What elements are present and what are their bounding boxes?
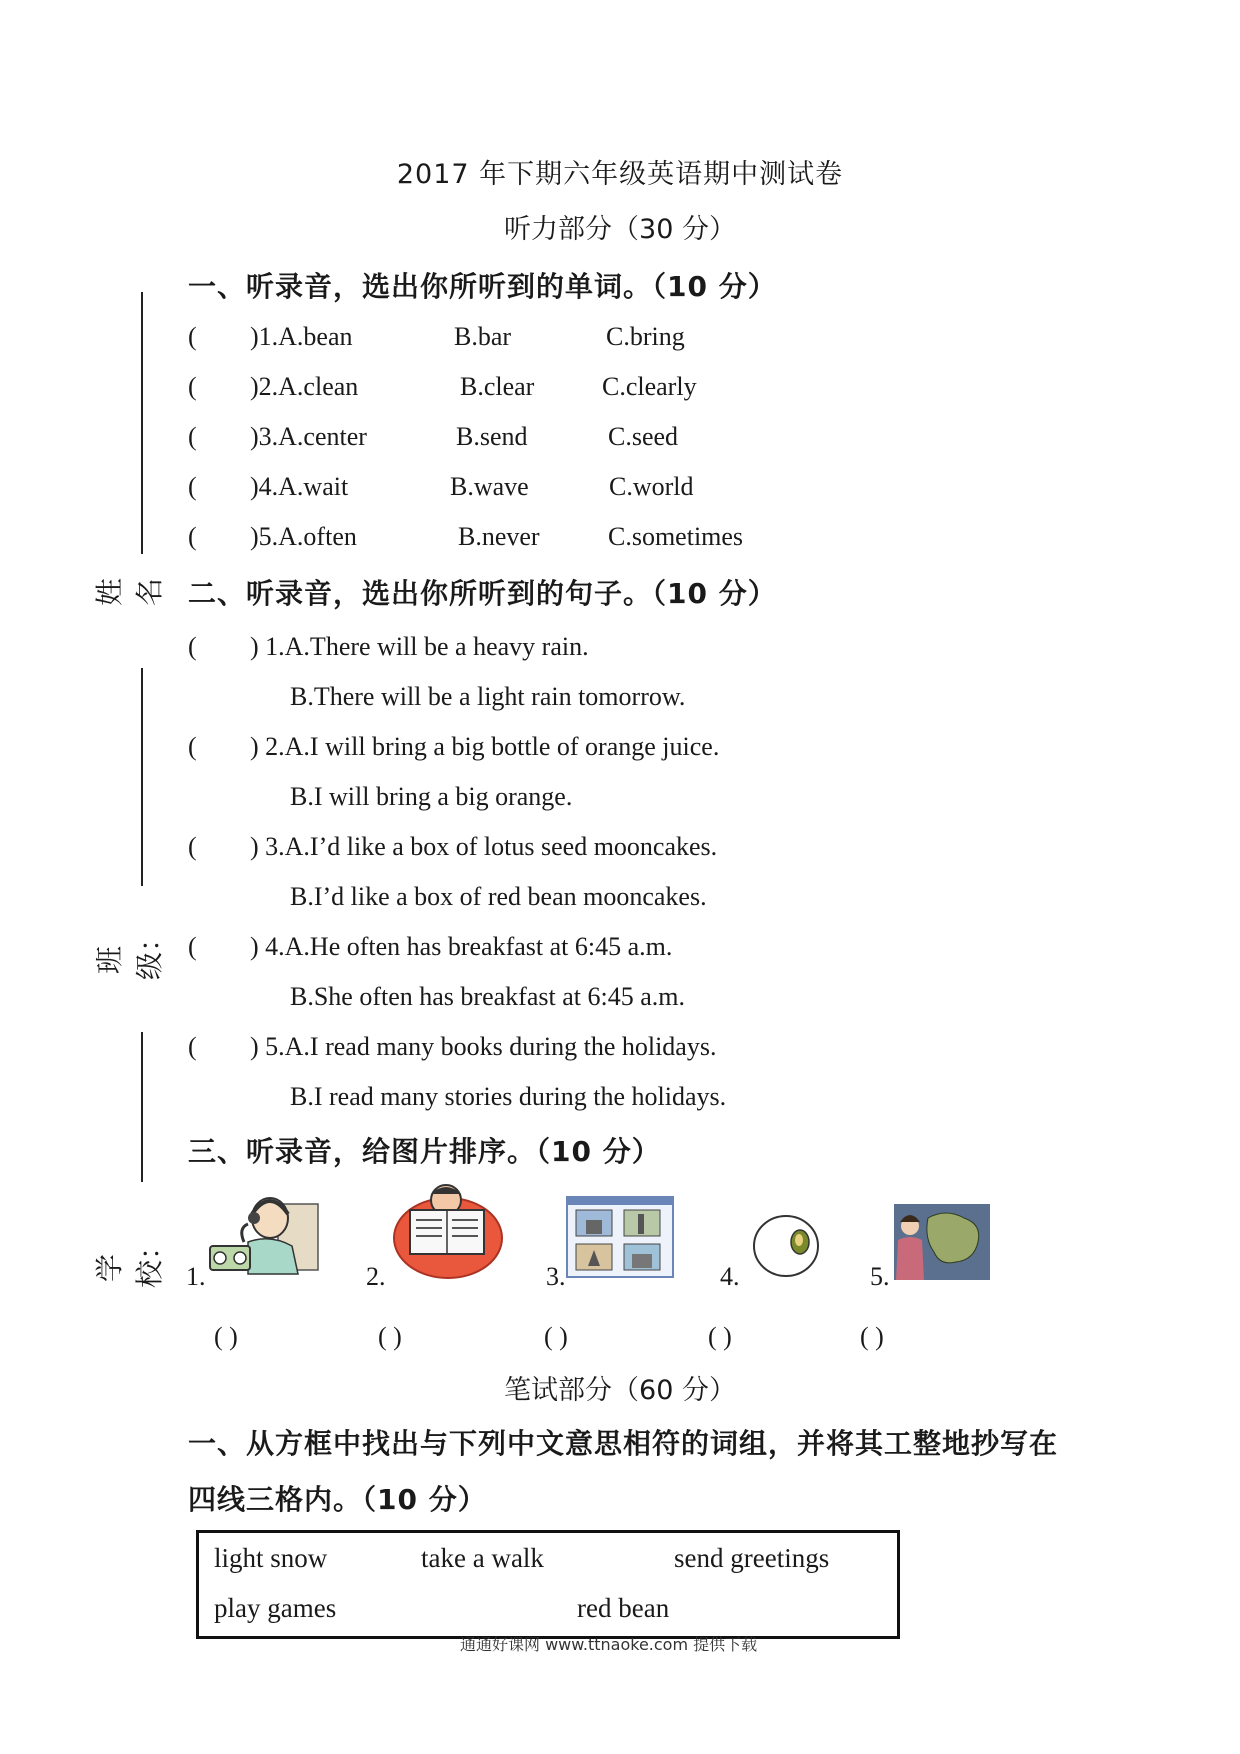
box-word: send greetings — [674, 1543, 830, 1573]
picture-number: 5. — [870, 1262, 890, 1291]
order-answer-paren[interactable]: ( ) — [708, 1322, 732, 1351]
word-item — [188, 322, 1088, 356]
name-label: 姓名 — [93, 578, 166, 607]
box-word: light snow — [214, 1543, 328, 1573]
presenter-map-icon — [894, 1204, 990, 1280]
class-label: 班级： — [93, 923, 166, 980]
picture-number: 3. — [546, 1262, 566, 1291]
answer-paren: ( — [188, 522, 197, 551]
option-c: C.bring — [606, 322, 685, 351]
answer-paren: ( — [188, 832, 197, 861]
option-b: B.bar — [454, 322, 512, 351]
word-box — [196, 1530, 900, 1639]
sentence-a: ) 1.A.There will be a heavy rain. — [250, 632, 589, 661]
name-write-line — [141, 292, 143, 554]
option-b: B.send — [456, 422, 528, 451]
box-word: take a walk — [421, 1543, 544, 1573]
option-a: )3.A.center — [250, 422, 367, 451]
sentence-a: ) 2.A.I will bring a big bottle of orange juice. — [250, 732, 720, 761]
man-reading-newspaper-icon — [386, 1180, 504, 1280]
order-answer-paren[interactable]: ( ) — [378, 1322, 402, 1351]
sentence-a: ) 3.A.I’d like a box of lotus seed mooncakes. — [250, 832, 718, 861]
sentence-b: B.I will bring a big orange. — [290, 782, 573, 811]
sentence-item-b — [188, 682, 1088, 716]
sentence-b: B.I read many stories during the holidays. — [290, 1082, 727, 1111]
option-c: C.seed — [608, 422, 679, 451]
sentence-item — [188, 732, 1088, 766]
lotus-seed-mooncake-icon — [750, 1212, 826, 1280]
school-write-line — [141, 1032, 143, 1182]
answer-paren: ( — [188, 1032, 197, 1061]
option-c: C.clearly — [602, 372, 697, 401]
option-a: )5.A.often — [250, 522, 357, 551]
boy-listening-headphones-icon — [208, 1184, 324, 1278]
picture-number: 4. — [720, 1262, 740, 1291]
section3-heading: 三、听录音，给图片排序。（10 分） — [188, 1135, 661, 1168]
order-answer-paren[interactable]: ( ) — [214, 1322, 238, 1351]
option-c: C.world — [609, 472, 694, 501]
class-write-line — [141, 668, 143, 886]
writing-part-title: 笔试部分（60 分） — [504, 1375, 736, 1406]
answer-paren: ( — [188, 632, 197, 661]
sentence-item — [188, 1032, 1088, 1066]
countries-landmarks-icon — [566, 1196, 674, 1278]
listening-part-title: 听力部分（30 分） — [504, 214, 736, 245]
answer-paren: ( — [188, 732, 197, 761]
sentence-item-b — [188, 1082, 1088, 1116]
order-answer-paren[interactable]: ( ) — [860, 1322, 884, 1351]
order-answer-paren[interactable]: ( ) — [544, 1322, 568, 1351]
option-b: B.never — [458, 522, 540, 551]
word-item — [188, 522, 1088, 556]
writing-section1-heading-line1: 一、从方框中找出与下列中文意思相符的词组，并将其工整地抄写在 — [188, 1427, 1059, 1460]
sentence-item-b — [188, 982, 1088, 1016]
option-b: B.clear — [460, 372, 535, 401]
sentence-b: B.She often has breakfast at 6:45 a.m. — [290, 982, 685, 1011]
answer-paren: ( — [188, 932, 197, 961]
sentence-item — [188, 832, 1088, 866]
sentence-item — [188, 932, 1088, 966]
option-a: )1.A.bean — [250, 322, 353, 351]
answer-paren: ( — [188, 322, 197, 351]
word-item — [188, 372, 1088, 406]
sentence-a: ) 4.A.He often has breakfast at 6:45 a.m. — [250, 932, 673, 961]
picture-number: 1. — [186, 1262, 206, 1291]
sentence-b: B.I’d like a box of red bean mooncakes. — [290, 882, 707, 911]
answer-paren: ( — [188, 472, 197, 501]
option-a: )4.A.wait — [250, 472, 349, 501]
box-word: red bean — [577, 1593, 670, 1623]
writing-section1-heading-line2: 四线三格内。（10 分） — [188, 1483, 487, 1516]
option-a: )2.A.clean — [250, 372, 359, 401]
sentence-item-b — [188, 782, 1088, 816]
exam-title: 2017 年下期六年级英语期中测试卷 — [396, 159, 844, 190]
answer-paren: ( — [188, 372, 197, 401]
section2-heading: 二、听录音，选出你所听到的句子。（10 分） — [188, 577, 777, 610]
sentence-item — [188, 632, 1088, 666]
option-c: C.sometimes — [608, 522, 744, 551]
school-label: 学校： — [93, 1231, 166, 1288]
box-word: play games — [214, 1593, 337, 1623]
option-b: B.wave — [450, 472, 529, 501]
sentence-b: B.There will be a light rain tomorrow. — [290, 682, 686, 711]
section1-heading: 一、听录音，选出你所听到的单词。（10 分） — [188, 270, 777, 303]
footer-watermark: 通通好课网 www.ttnaoke.com 提供下载 — [460, 1635, 758, 1654]
word-item — [188, 422, 1088, 456]
word-item — [188, 472, 1088, 506]
sentence-item-b — [188, 882, 1088, 916]
sentence-a: ) 5.A.I read many books during the holidays. — [250, 1032, 717, 1061]
answer-paren: ( — [188, 422, 197, 451]
picture-number: 2. — [366, 1262, 386, 1291]
